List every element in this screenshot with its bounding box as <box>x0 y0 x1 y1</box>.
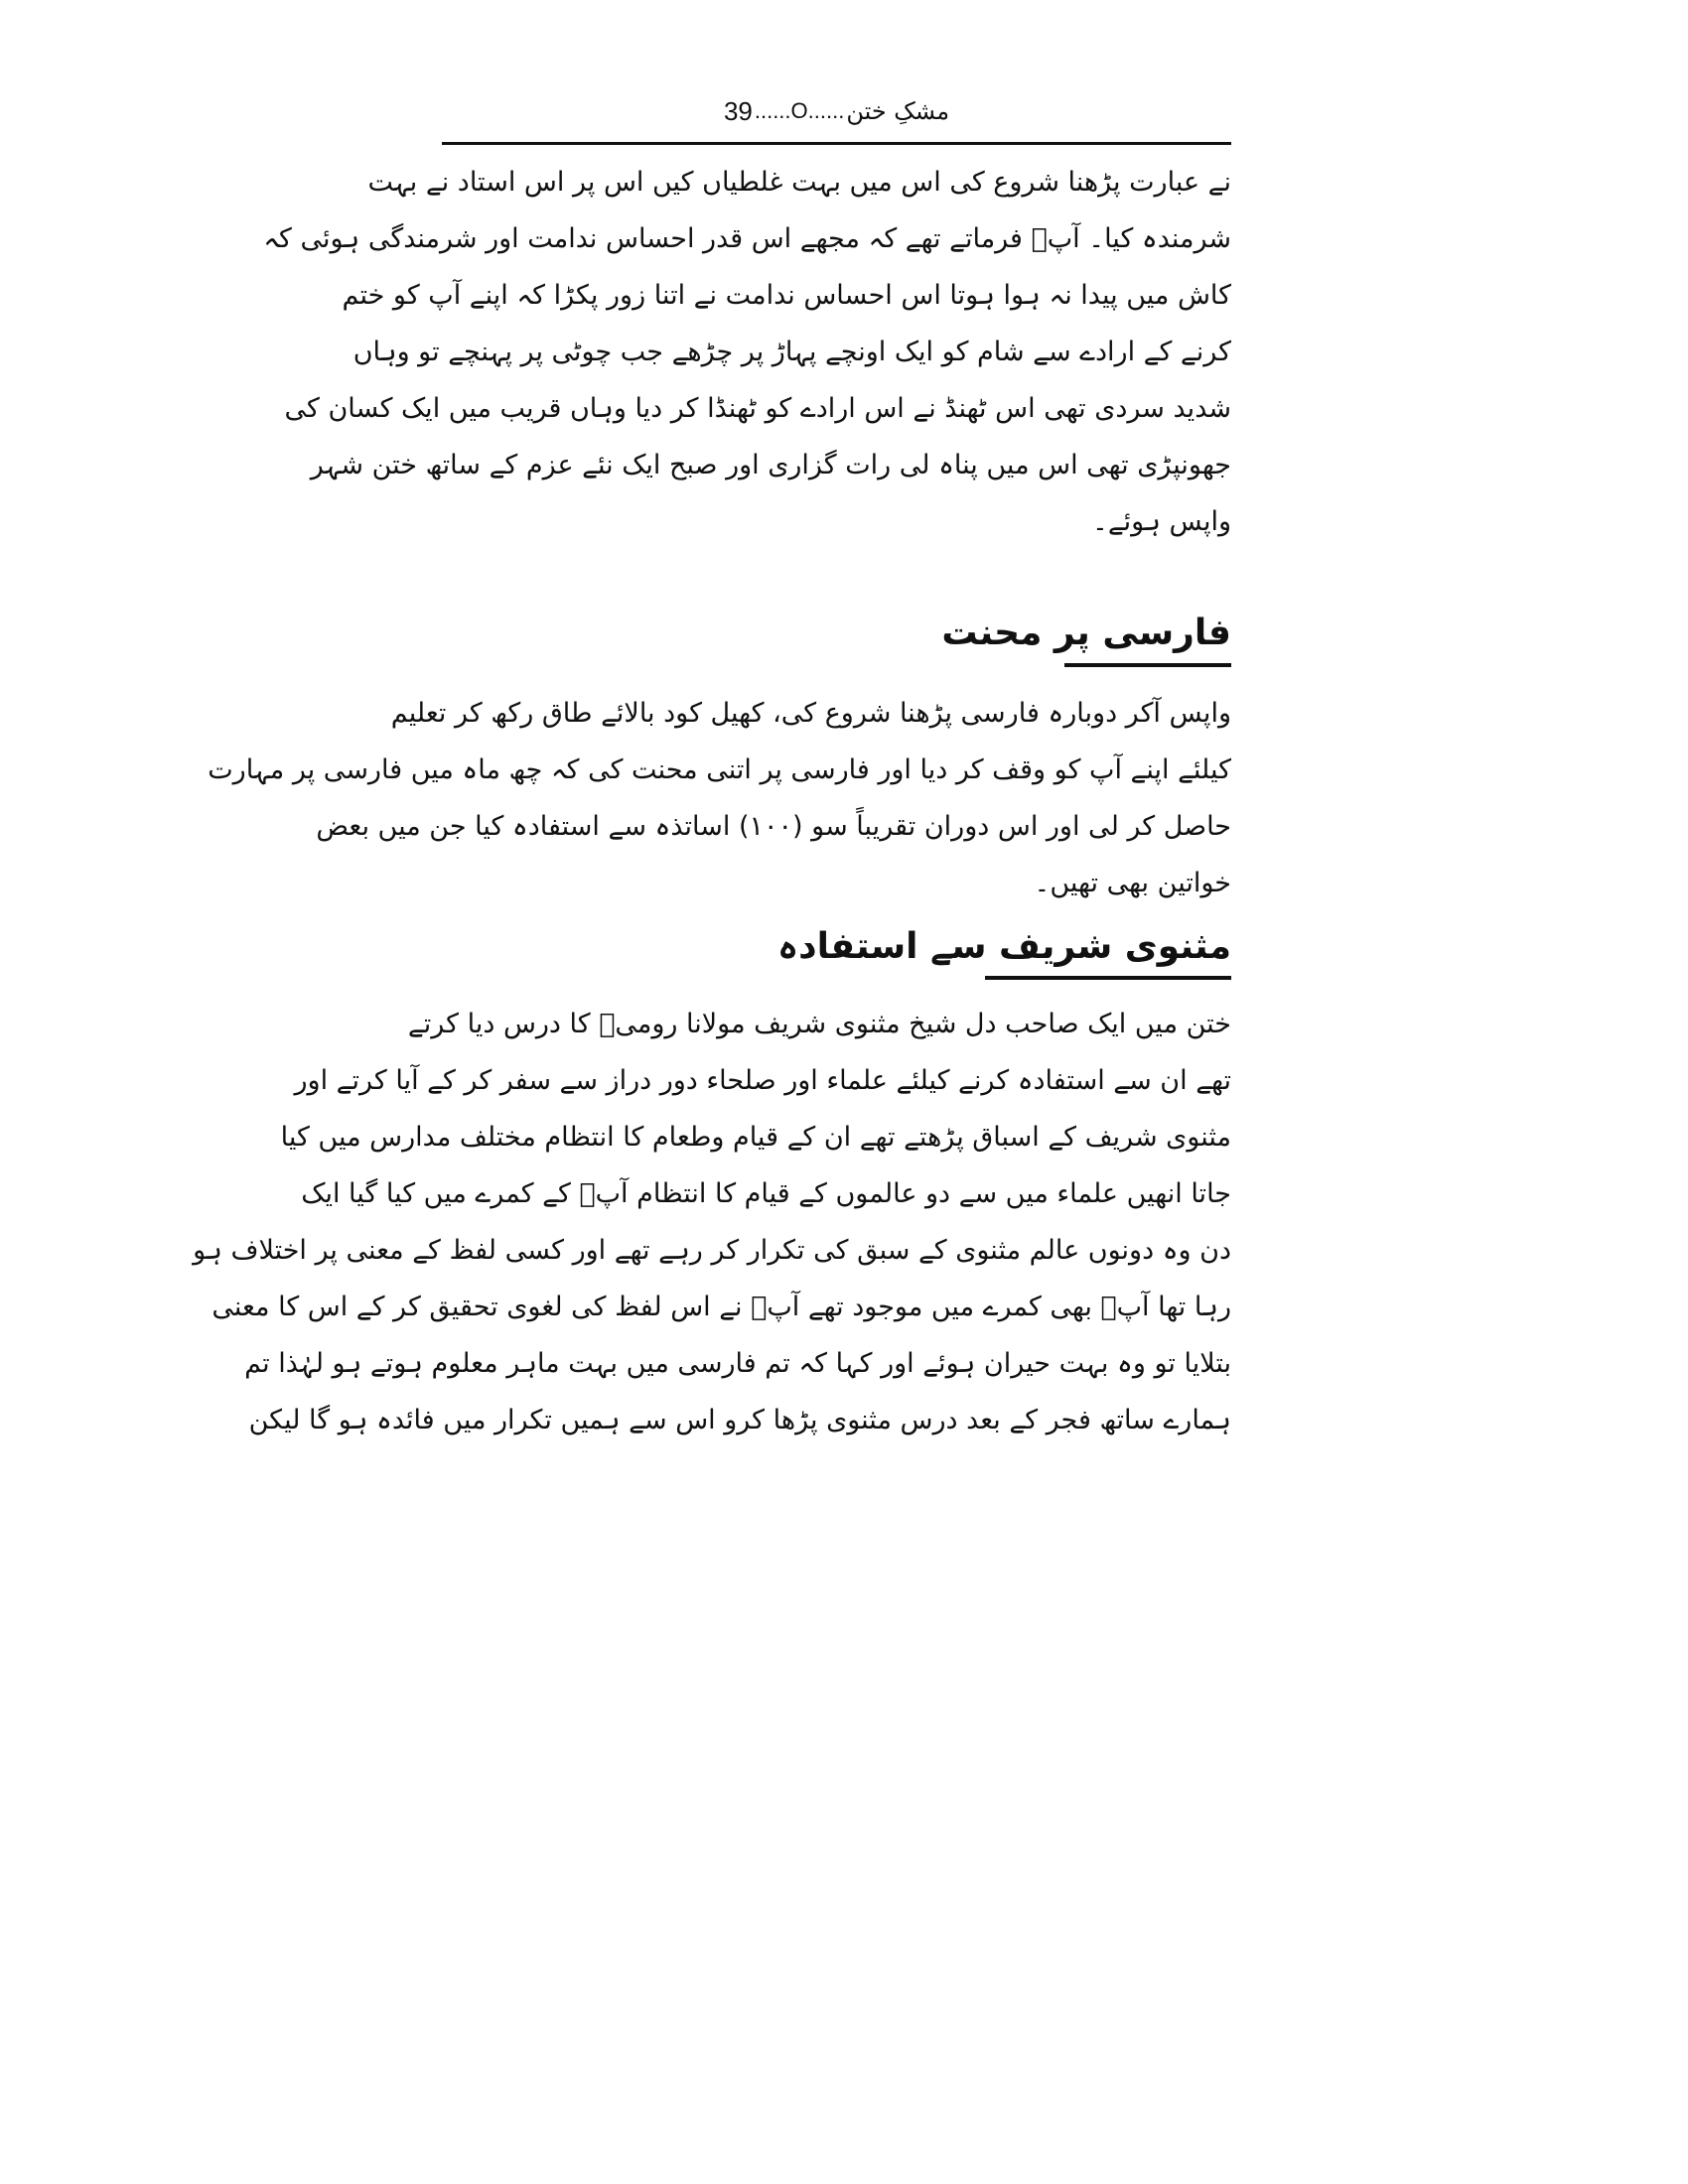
paragraph-line: مثنوی شریف کے اسباق پڑھتے تھے ان کے قیام وطعام کا انتظام مختلف مدارس میں کیا <box>280 1122 1231 1153</box>
paragraph-line: حاصل کر لی اور اس دوران تقریباً سو (۱۰۰) اساتذہ سے استفادہ کیا جن میں بعض <box>316 811 1231 842</box>
paragraph-line: کیلئے اپنے آپ کو وقف کر دیا اور فارسی پر اتنی محنت کی کہ چھ ماہ میں فارسی پر مہارت <box>208 754 1231 785</box>
paragraph-line: کرنے کے ارادے سے شام کو ایک اونچے پہاڑ پر چڑھے جب چوٹی پر پہنچے تو وہاں <box>352 337 1231 367</box>
paragraph-line: شدید سردی تھی اس ٹھنڈ نے اس ارادے کو ٹھنڈا کر دیا وہاں قریب میں ایک کسان کی <box>284 393 1231 424</box>
paragraph-3 <box>193 996 1231 1448</box>
heading-underline <box>1064 663 1231 667</box>
paragraph-line: شرمندہ کیا۔ آپؒ فرماتے تھے کہ مجھے اس قدر احساس ندامت اور شرمندگی ہوئی کہ <box>263 223 1231 254</box>
paragraph-line: ہمارے ساتھ فجر کے بعد درس مثنوی پڑھا کرو اس سے ہمیں تکرار میں فائدہ ہو گا لیکن <box>248 1405 1231 1435</box>
paragraph-line: دن وہ دونوں عالم مثنوی کے سبق کی تکرار کر رہے تھے اور کسی لفظ کے معنی پر اختلاف ہو <box>193 1235 1231 1266</box>
paragraph-line: نے عبارت پڑھنا شروع کی اس میں بہت غلطیاں کیں اس پر اس استاد نے بہت <box>367 167 1231 198</box>
running-header <box>442 91 1231 131</box>
paragraph-line: خواتین بھی تھیں۔ <box>1034 868 1231 898</box>
header-title: مشکِ ختن <box>846 97 950 125</box>
paragraph-line: جاتا انھیں علماء میں سے دو عالموں کے قیام کا انتظام آپؒ کے کمرے میں کیا گیا ایک <box>301 1178 1231 1209</box>
paragraph-line: کاش میں پیدا نہ ہوا ہوتا اس احساس ندامت نے اتنا زور پکڑا کہ اپنے آپ کو ختم <box>342 280 1231 311</box>
paragraph-line: ختن میں ایک صاحب دل شیخ مثنوی شریف مولانا رومیؒ کا درس دیا کرتے <box>407 1009 1231 1039</box>
section-heading-farsi: فارسی پر محنت <box>941 613 1231 653</box>
paragraph-line: جھونپڑی تھی اس میں پناہ لی رات گزاری اور صبح ایک نئے عزم کے ساتھ ختن شہر <box>310 450 1231 480</box>
section-heading-masnavi: مثنوی شریف سے استفادہ <box>777 926 1231 967</box>
heading-underline <box>985 976 1231 980</box>
paragraph-line: واپس آکر دوبارہ فارسی پڑھنا شروع کی، کھیل کود بالائے طاق رکھ کر تعلیم <box>390 698 1231 729</box>
header-rule <box>442 142 1231 145</box>
header-separator: ......O...... <box>754 98 845 123</box>
page-number: 39 <box>723 95 753 126</box>
paragraph-line: بتلایا تو وہ بہت حیران ہوئے اور کہا کہ تم فارسی میں بہت ماہر معلوم ہوتے ہو لہٰذا تم <box>244 1348 1231 1379</box>
paragraph-2 <box>208 685 1231 911</box>
paragraph-line: رہا تھا آپؒ بھی کمرے میں موجود تھے آپؒ نے اس لفظ کی لغوی تحقیق کر کے اس کا معنی <box>211 1292 1231 1322</box>
paragraph-line: تھے ان سے استفادہ کرنے کیلئے علماء اور صلحاء دور دراز سے سفر کر کے آیا کرتے اور <box>294 1065 1231 1096</box>
paragraph-line: واپس ہوئے۔ <box>1092 506 1231 537</box>
paragraph-1 <box>263 154 1231 550</box>
